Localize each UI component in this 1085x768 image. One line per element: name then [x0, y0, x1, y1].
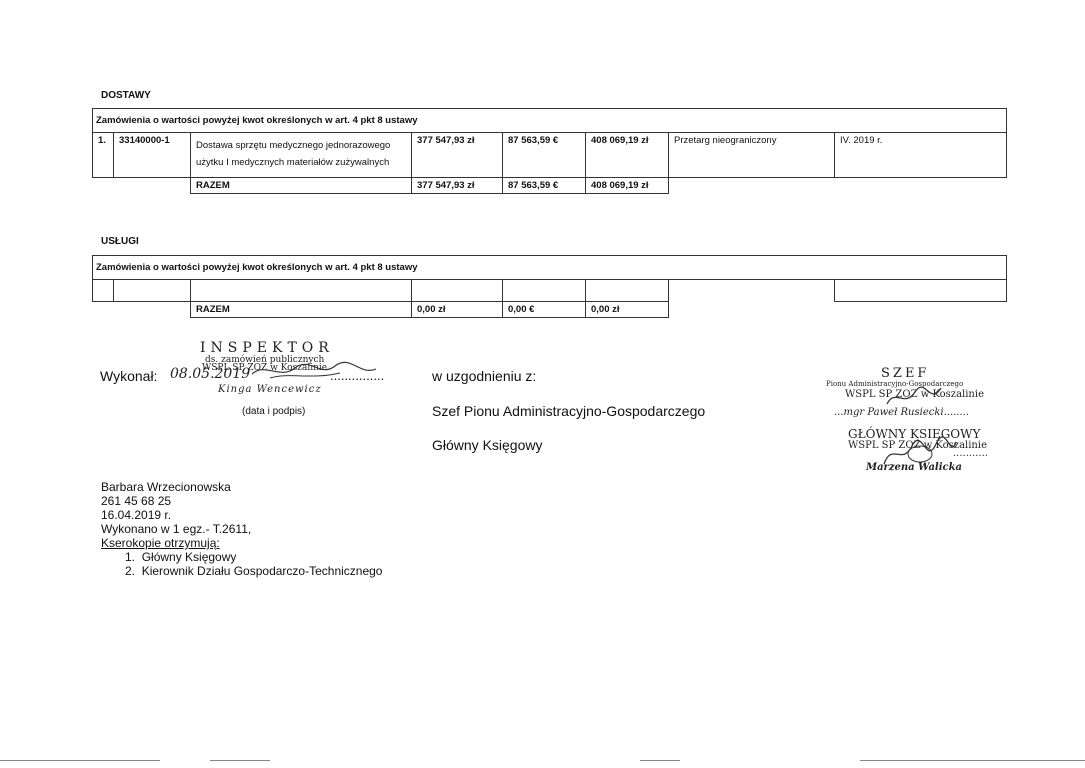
- total-label: RAZEM: [191, 302, 412, 318]
- szef-stamp-name: ...mgr Paweł Rusiecki........: [834, 407, 970, 418]
- gross-value: 408 069,19 zł: [586, 133, 669, 178]
- inspector-stamp-title: INSPEKTOR: [200, 340, 334, 356]
- ksiegowy-stamp-title: GŁÓWNY KSIĘGOWY: [848, 427, 981, 441]
- wykonal-date: 08.05.2019: [170, 366, 251, 382]
- eur-value: 87 563,59 €: [503, 133, 586, 178]
- footer-block: [101, 480, 382, 578]
- total-eur: 87 563,59 €: [503, 178, 586, 194]
- inspector-stamp-line2: WSPL SP ZOZ w Koszalinie: [202, 363, 328, 373]
- section-title-uslugi: USŁUGI: [101, 236, 139, 247]
- table-row: [93, 280, 1007, 302]
- dostawy-table-header: Zamówienia o wartości powyżej kwot określonych w art. 4 pkt 8 ustawy: [93, 109, 1007, 133]
- dostawy-table: [92, 108, 1007, 194]
- list-item: 1. Główny Księgowy: [125, 550, 237, 564]
- ksiegowy-stamp-name: Marzena Walicka: [866, 462, 963, 473]
- signature-walicka: [880, 436, 960, 470]
- signature-rusiecki: [885, 384, 945, 410]
- item-description: Dostawa sprzętu medycznego jednorazowego użytku I medycznych materiałów zużywalnych: [191, 133, 412, 178]
- scan-artifact: [860, 760, 1085, 761]
- signature-wencewicz: [250, 360, 380, 382]
- szef-stamp-line2: WSPL SP ZOZ w Koszalinie: [845, 389, 984, 400]
- total-eur: 0,00 €: [503, 302, 586, 318]
- recipient-list: [101, 550, 382, 578]
- wykonal-caption: (data i podpis): [242, 406, 306, 417]
- author-phone: 261 45 68 25: [101, 494, 172, 508]
- cpv-code: 33140000-1: [114, 133, 191, 178]
- ksiegowy-stamp-dots: ...........: [953, 448, 988, 459]
- section-title-dostawy: DOSTAWY: [101, 90, 151, 101]
- net-value: 377 547,93 zł: [412, 133, 503, 178]
- author-name: Barbara Wrzecionowska: [101, 480, 231, 494]
- total-net: 0,00 zł: [412, 302, 503, 318]
- procurement-period: IV. 2019 r.: [835, 133, 1007, 178]
- agreement-line1: Szef Pionu Administracyjno-Gospodarczego: [432, 403, 706, 419]
- table-row: [93, 133, 1007, 178]
- uslugi-table-header: Zamówienia o wartości powyżej kwot określonych w art. 4 pkt 8 ustawy: [93, 256, 1007, 280]
- total-gross: 408 069,19 zł: [586, 178, 669, 194]
- agreement-line2: Główny Księgowy: [432, 437, 543, 453]
- inspector-stamp-line1: ds. zamówień publicznych: [205, 355, 325, 365]
- scan-artifact: [640, 760, 680, 761]
- szef-stamp-line1: Pionu Administracyjno-Gospodarczego: [826, 380, 964, 388]
- inspector-stamp-name: Kinga Wencewicz: [218, 384, 322, 395]
- uslugi-table: [92, 255, 1007, 318]
- total-net: 377 547,93 zł: [412, 178, 503, 194]
- procurement-mode: Przetarg nieograniczony: [669, 133, 835, 178]
- list-item: 2. Kierownik Działu Gospodarczo-Technicznego: [125, 564, 383, 578]
- distribution-label: Kserokopie otrzymują:: [101, 536, 220, 550]
- total-gross: 0,00 zł: [586, 302, 669, 318]
- wykonal-label: Wykonał:: [100, 368, 158, 384]
- document-date: 16.04.2019 r.: [101, 508, 172, 522]
- row-number: 1.: [93, 133, 114, 178]
- szef-stamp-title: SZEF: [881, 366, 930, 381]
- copies-note: Wykonano w 1 egz.- T.2611,: [101, 522, 252, 536]
- wykonal-dots: ...............: [330, 368, 385, 383]
- scan-artifact: [210, 760, 270, 761]
- agreement-label: w uzgodnieniu z:: [432, 368, 537, 384]
- scan-artifact: [0, 760, 160, 761]
- total-label: RAZEM: [191, 178, 412, 194]
- ksiegowy-stamp-line1: WSPL SP ZOZ w Koszalinie: [848, 440, 987, 451]
